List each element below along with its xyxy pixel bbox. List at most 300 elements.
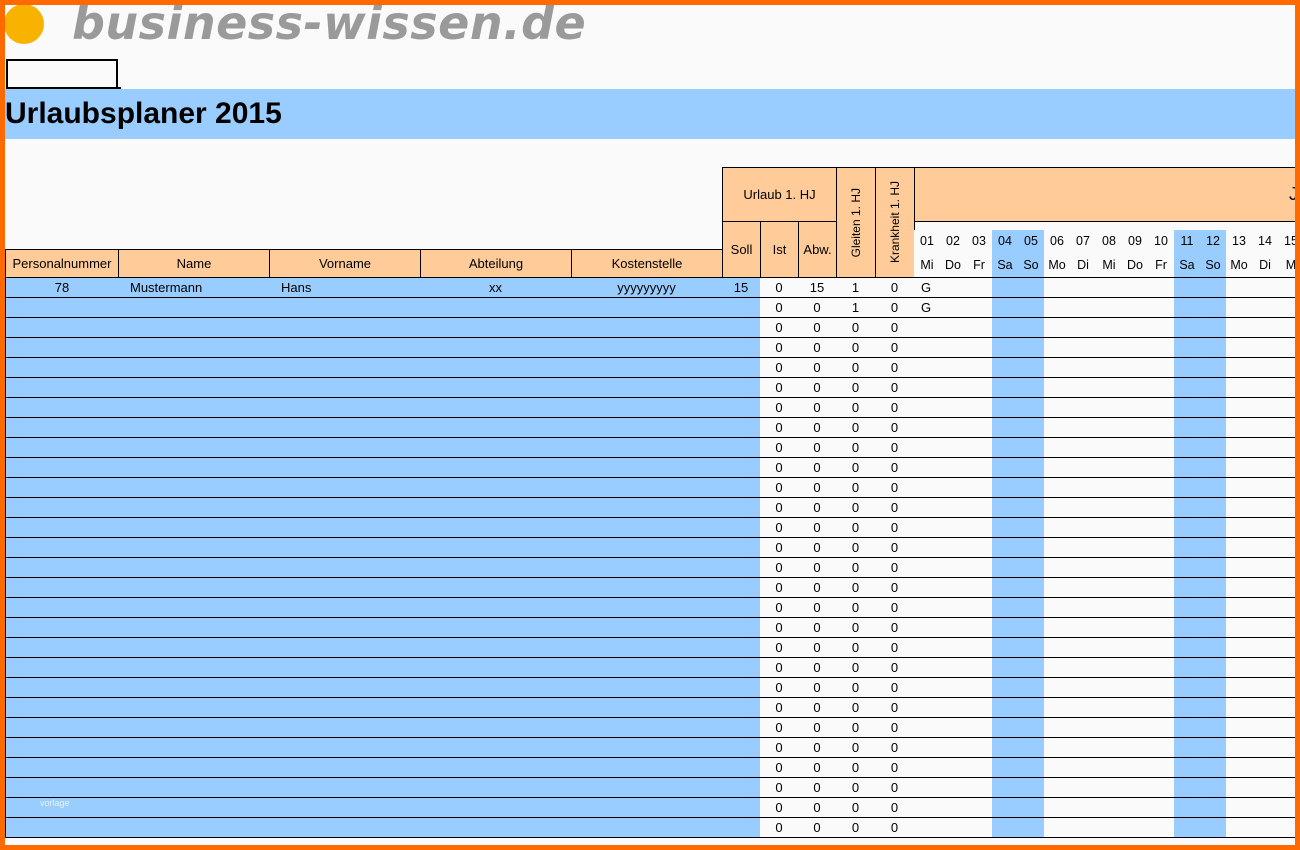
cell-day[interactable] — [966, 698, 993, 718]
cell-kostenstelle[interactable] — [571, 338, 723, 358]
cell-abw[interactable]: 0 — [798, 538, 837, 558]
cell-day[interactable] — [1278, 758, 1300, 778]
cell-day[interactable] — [1018, 438, 1045, 458]
cell-day[interactable] — [1174, 558, 1201, 578]
cell-day[interactable] — [1018, 498, 1045, 518]
cell-day[interactable] — [1148, 518, 1175, 538]
cell-day[interactable] — [1018, 718, 1045, 738]
cell-day[interactable] — [1122, 398, 1149, 418]
cell-day[interactable] — [1226, 458, 1253, 478]
cell-day[interactable] — [1018, 618, 1045, 638]
cell-day[interactable] — [992, 798, 1019, 818]
cell-day[interactable] — [1200, 738, 1227, 758]
cell-pnr[interactable] — [5, 358, 119, 378]
cell-day[interactable] — [1278, 598, 1300, 618]
cell-kostenstelle[interactable] — [571, 458, 723, 478]
cell-day[interactable] — [966, 758, 993, 778]
cell-day[interactable] — [1070, 358, 1097, 378]
cell-day[interactable] — [1070, 498, 1097, 518]
cell-soll[interactable] — [722, 718, 761, 738]
cell-day[interactable] — [1096, 438, 1123, 458]
cell-day[interactable] — [1252, 458, 1279, 478]
cell-day[interactable] — [966, 398, 993, 418]
cell-gleiten[interactable]: 0 — [836, 778, 876, 798]
cell-abteilung[interactable] — [420, 518, 572, 538]
cell-day[interactable] — [1200, 518, 1227, 538]
cell-kostenstelle[interactable] — [571, 558, 723, 578]
cell-day[interactable] — [1200, 558, 1227, 578]
cell-day[interactable] — [1200, 398, 1227, 418]
cell-abw[interactable]: 0 — [798, 698, 837, 718]
cell-day[interactable] — [914, 618, 941, 638]
cell-day[interactable] — [1200, 698, 1227, 718]
cell-day[interactable] — [1070, 738, 1097, 758]
cell-ist[interactable]: 0 — [760, 678, 799, 698]
cell-ist[interactable]: 0 — [760, 318, 799, 338]
cell-day[interactable] — [1096, 538, 1123, 558]
cell-gleiten[interactable]: 0 — [836, 698, 876, 718]
cell-abw[interactable]: 0 — [798, 398, 837, 418]
cell-day[interactable] — [1044, 798, 1071, 818]
cell-name[interactable] — [118, 798, 270, 818]
cell-day[interactable] — [1200, 778, 1227, 798]
cell-vorname[interactable] — [269, 698, 421, 718]
cell-day[interactable] — [992, 718, 1019, 738]
cell-abw[interactable]: 0 — [798, 578, 837, 598]
cell-abteilung[interactable] — [420, 378, 572, 398]
cell-pnr[interactable] — [5, 298, 119, 318]
cell-kostenstelle[interactable]: yyyyyyyyy — [571, 278, 723, 298]
cell-day[interactable] — [1226, 558, 1253, 578]
cell-day[interactable] — [914, 718, 941, 738]
cell-day[interactable] — [1148, 398, 1175, 418]
cell-day[interactable] — [1148, 298, 1175, 318]
cell-day[interactable] — [1096, 798, 1123, 818]
cell-ist[interactable]: 0 — [760, 298, 799, 318]
cell-day[interactable] — [1226, 478, 1253, 498]
cell-day[interactable] — [940, 418, 967, 438]
cell-day[interactable] — [1226, 378, 1253, 398]
cell-day[interactable] — [1070, 638, 1097, 658]
cell-day[interactable] — [1226, 618, 1253, 638]
cell-abw[interactable]: 0 — [798, 358, 837, 378]
cell-day[interactable] — [966, 358, 993, 378]
cell-name[interactable] — [118, 558, 270, 578]
cell-day[interactable] — [1278, 818, 1300, 838]
cell-day[interactable] — [1096, 738, 1123, 758]
cell-vorname[interactable] — [269, 778, 421, 798]
cell-gleiten[interactable]: 0 — [836, 618, 876, 638]
cell-day[interactable] — [1278, 358, 1300, 378]
cell-day[interactable] — [1200, 798, 1227, 818]
cell-kostenstelle[interactable] — [571, 718, 723, 738]
cell-gleiten[interactable]: 1 — [836, 298, 876, 318]
cell-day[interactable] — [1200, 638, 1227, 658]
cell-day[interactable] — [992, 458, 1019, 478]
cell-gleiten[interactable]: 0 — [836, 738, 876, 758]
cell-day[interactable] — [1174, 798, 1201, 818]
cell-day[interactable] — [914, 558, 941, 578]
cell-day[interactable] — [1044, 638, 1071, 658]
cell-vorname[interactable] — [269, 678, 421, 698]
cell-gleiten[interactable]: 0 — [836, 518, 876, 538]
cell-vorname[interactable] — [269, 638, 421, 658]
cell-day[interactable] — [1200, 818, 1227, 838]
cell-day[interactable] — [1148, 578, 1175, 598]
cell-day[interactable] — [992, 318, 1019, 338]
cell-krank[interactable]: 0 — [875, 778, 915, 798]
cell-day[interactable] — [1200, 758, 1227, 778]
cell-day[interactable] — [992, 578, 1019, 598]
cell-day[interactable] — [1018, 518, 1045, 538]
cell-day[interactable] — [1252, 418, 1279, 438]
cell-day[interactable] — [1174, 578, 1201, 598]
cell-abteilung[interactable] — [420, 738, 572, 758]
cell-day[interactable] — [1018, 818, 1045, 838]
cell-day[interactable] — [1148, 338, 1175, 358]
cell-day[interactable] — [914, 698, 941, 718]
cell-day[interactable] — [1226, 578, 1253, 598]
cell-day[interactable] — [1096, 578, 1123, 598]
cell-name[interactable] — [118, 738, 270, 758]
cell-soll[interactable] — [722, 358, 761, 378]
cell-kostenstelle[interactable] — [571, 398, 723, 418]
cell-day[interactable] — [1018, 738, 1045, 758]
cell-soll[interactable] — [722, 298, 761, 318]
cell-ist[interactable]: 0 — [760, 538, 799, 558]
cell-vorname[interactable] — [269, 718, 421, 738]
cell-day[interactable] — [940, 598, 967, 618]
cell-ist[interactable]: 0 — [760, 798, 799, 818]
cell-day[interactable] — [1226, 598, 1253, 618]
cell-abw[interactable]: 0 — [798, 498, 837, 518]
cell-krank[interactable]: 0 — [875, 438, 915, 458]
cell-day[interactable] — [966, 538, 993, 558]
cell-day[interactable] — [1148, 678, 1175, 698]
cell-day[interactable] — [1200, 418, 1227, 438]
cell-vorname[interactable] — [269, 598, 421, 618]
cell-day[interactable] — [966, 738, 993, 758]
cell-gleiten[interactable]: 0 — [836, 558, 876, 578]
cell-day[interactable] — [1018, 638, 1045, 658]
cell-kostenstelle[interactable] — [571, 498, 723, 518]
cell-day[interactable] — [1174, 338, 1201, 358]
cell-day[interactable] — [1122, 818, 1149, 838]
cell-kostenstelle[interactable] — [571, 298, 723, 318]
cell-day[interactable] — [1096, 818, 1123, 838]
cell-gleiten[interactable]: 0 — [836, 818, 876, 838]
cell-pnr[interactable] — [5, 558, 119, 578]
cell-krank[interactable]: 0 — [875, 718, 915, 738]
cell-krank[interactable]: 0 — [875, 278, 915, 298]
cell-day[interactable] — [1174, 378, 1201, 398]
cell-day[interactable] — [1122, 718, 1149, 738]
cell-soll[interactable] — [722, 578, 761, 598]
cell-day[interactable] — [1148, 798, 1175, 818]
cell-day[interactable] — [966, 558, 993, 578]
cell-day[interactable] — [1044, 618, 1071, 638]
cell-day[interactable] — [1226, 658, 1253, 678]
cell-day[interactable] — [1252, 598, 1279, 618]
cell-soll[interactable] — [722, 778, 761, 798]
cell-day[interactable] — [1174, 778, 1201, 798]
cell-abteilung[interactable] — [420, 798, 572, 818]
cell-day[interactable] — [1122, 298, 1149, 318]
cell-day[interactable] — [1044, 818, 1071, 838]
cell-day[interactable] — [1278, 698, 1300, 718]
cell-day[interactable] — [940, 578, 967, 598]
cell-vorname[interactable] — [269, 618, 421, 638]
selected-cell[interactable] — [6, 59, 118, 89]
cell-day[interactable] — [940, 658, 967, 678]
cell-day[interactable] — [940, 678, 967, 698]
cell-day[interactable] — [1096, 518, 1123, 538]
cell-gleiten[interactable]: 0 — [836, 598, 876, 618]
cell-day[interactable] — [1122, 778, 1149, 798]
cell-day[interactable] — [1070, 478, 1097, 498]
cell-soll[interactable] — [722, 378, 761, 398]
cell-ist[interactable]: 0 — [760, 818, 799, 838]
cell-day[interactable] — [1174, 758, 1201, 778]
cell-day[interactable] — [1174, 318, 1201, 338]
cell-day[interactable] — [1174, 658, 1201, 678]
cell-day[interactable] — [1018, 338, 1045, 358]
cell-day[interactable] — [1096, 718, 1123, 738]
cell-day[interactable] — [1226, 278, 1253, 298]
cell-day[interactable] — [1122, 698, 1149, 718]
cell-day[interactable] — [1044, 698, 1071, 718]
cell-day[interactable] — [1122, 558, 1149, 578]
cell-pnr[interactable] — [5, 678, 119, 698]
cell-day[interactable] — [1226, 678, 1253, 698]
cell-kostenstelle[interactable] — [571, 798, 723, 818]
cell-day[interactable] — [1226, 518, 1253, 538]
cell-day[interactable] — [1278, 718, 1300, 738]
cell-day[interactable] — [1070, 678, 1097, 698]
cell-pnr[interactable] — [5, 518, 119, 538]
cell-day[interactable] — [1174, 298, 1201, 318]
cell-krank[interactable]: 0 — [875, 578, 915, 598]
cell-day[interactable]: G — [914, 298, 941, 318]
cell-krank[interactable]: 0 — [875, 738, 915, 758]
cell-abw[interactable]: 0 — [798, 298, 837, 318]
cell-day[interactable] — [1252, 318, 1279, 338]
cell-abteilung[interactable] — [420, 658, 572, 678]
cell-day[interactable] — [1174, 738, 1201, 758]
cell-day[interactable] — [1096, 698, 1123, 718]
cell-krank[interactable]: 0 — [875, 518, 915, 538]
cell-day[interactable] — [1226, 638, 1253, 658]
cell-name[interactable] — [118, 758, 270, 778]
cell-soll[interactable] — [722, 498, 761, 518]
cell-ist[interactable]: 0 — [760, 698, 799, 718]
cell-name[interactable] — [118, 678, 270, 698]
cell-day[interactable] — [914, 598, 941, 618]
cell-day[interactable] — [1148, 718, 1175, 738]
cell-ist[interactable]: 0 — [760, 438, 799, 458]
cell-pnr[interactable] — [5, 778, 119, 798]
cell-day[interactable] — [1018, 358, 1045, 378]
cell-day[interactable] — [1148, 818, 1175, 838]
cell-day[interactable] — [1070, 438, 1097, 458]
cell-day[interactable] — [1278, 378, 1300, 398]
cell-krank[interactable]: 0 — [875, 798, 915, 818]
cell-kostenstelle[interactable] — [571, 478, 723, 498]
cell-day[interactable] — [1278, 518, 1300, 538]
cell-day[interactable] — [1252, 638, 1279, 658]
cell-day[interactable] — [1148, 598, 1175, 618]
cell-day[interactable] — [1122, 538, 1149, 558]
cell-day[interactable] — [940, 338, 967, 358]
cell-krank[interactable]: 0 — [875, 358, 915, 378]
cell-day[interactable] — [1044, 678, 1071, 698]
cell-day[interactable] — [940, 458, 967, 478]
cell-vorname[interactable] — [269, 798, 421, 818]
cell-vorname[interactable] — [269, 398, 421, 418]
cell-day[interactable] — [914, 518, 941, 538]
cell-soll[interactable] — [722, 458, 761, 478]
cell-day[interactable] — [1122, 758, 1149, 778]
cell-day[interactable] — [1200, 578, 1227, 598]
cell-kostenstelle[interactable] — [571, 618, 723, 638]
cell-day[interactable] — [1252, 738, 1279, 758]
cell-day[interactable] — [966, 438, 993, 458]
cell-day[interactable] — [966, 518, 993, 538]
cell-day[interactable] — [1278, 658, 1300, 678]
cell-day[interactable] — [1096, 598, 1123, 618]
cell-day[interactable] — [966, 678, 993, 698]
cell-pnr[interactable]: 78 — [5, 278, 119, 298]
cell-day[interactable] — [940, 398, 967, 418]
cell-krank[interactable]: 0 — [875, 498, 915, 518]
cell-day[interactable] — [1044, 498, 1071, 518]
cell-soll[interactable] — [722, 598, 761, 618]
cell-day[interactable] — [1278, 438, 1300, 458]
cell-abteilung[interactable] — [420, 698, 572, 718]
cell-day[interactable] — [1148, 778, 1175, 798]
cell-day[interactable] — [940, 538, 967, 558]
cell-krank[interactable]: 0 — [875, 558, 915, 578]
cell-day[interactable] — [1122, 798, 1149, 818]
cell-abw[interactable]: 0 — [798, 438, 837, 458]
cell-day[interactable] — [1018, 698, 1045, 718]
cell-day[interactable] — [1200, 538, 1227, 558]
cell-day[interactable] — [992, 638, 1019, 658]
cell-day[interactable] — [1096, 658, 1123, 678]
cell-ist[interactable]: 0 — [760, 398, 799, 418]
cell-day[interactable] — [1070, 278, 1097, 298]
cell-abw[interactable]: 0 — [798, 478, 837, 498]
cell-day[interactable] — [1278, 618, 1300, 638]
cell-vorname[interactable] — [269, 438, 421, 458]
cell-soll[interactable] — [722, 678, 761, 698]
cell-abteilung[interactable] — [420, 678, 572, 698]
cell-day[interactable] — [1044, 578, 1071, 598]
cell-day[interactable] — [1252, 698, 1279, 718]
cell-abteilung[interactable] — [420, 418, 572, 438]
cell-name[interactable] — [118, 478, 270, 498]
cell-day[interactable] — [1122, 418, 1149, 438]
cell-pnr[interactable] — [5, 438, 119, 458]
cell-day[interactable] — [940, 798, 967, 818]
cell-day[interactable] — [1226, 298, 1253, 318]
cell-day[interactable] — [914, 798, 941, 818]
cell-day[interactable] — [1096, 298, 1123, 318]
cell-day[interactable] — [940, 758, 967, 778]
cell-name[interactable]: Mustermann — [118, 278, 270, 298]
cell-name[interactable] — [118, 618, 270, 638]
cell-ist[interactable]: 0 — [760, 498, 799, 518]
cell-day[interactable] — [1226, 698, 1253, 718]
cell-day[interactable] — [966, 478, 993, 498]
cell-day[interactable] — [1096, 478, 1123, 498]
cell-name[interactable] — [118, 638, 270, 658]
cell-day[interactable] — [1174, 398, 1201, 418]
cell-day[interactable] — [1252, 778, 1279, 798]
cell-gleiten[interactable]: 0 — [836, 578, 876, 598]
cell-ist[interactable]: 0 — [760, 718, 799, 738]
cell-gleiten[interactable]: 0 — [836, 658, 876, 678]
cell-day[interactable] — [1096, 778, 1123, 798]
cell-day[interactable] — [1252, 618, 1279, 638]
cell-ist[interactable]: 0 — [760, 278, 799, 298]
cell-abteilung[interactable] — [420, 358, 572, 378]
cell-day[interactable] — [1070, 558, 1097, 578]
cell-day[interactable] — [1044, 778, 1071, 798]
cell-day[interactable] — [1252, 518, 1279, 538]
cell-day[interactable] — [1070, 518, 1097, 538]
cell-day[interactable] — [966, 778, 993, 798]
cell-day[interactable] — [1070, 458, 1097, 478]
cell-day[interactable] — [1044, 378, 1071, 398]
cell-day[interactable] — [1070, 818, 1097, 838]
cell-day[interactable] — [914, 418, 941, 438]
cell-abteilung[interactable] — [420, 778, 572, 798]
cell-day[interactable] — [1174, 278, 1201, 298]
cell-kostenstelle[interactable] — [571, 358, 723, 378]
cell-day[interactable] — [966, 418, 993, 438]
cell-day[interactable] — [1252, 798, 1279, 818]
cell-day[interactable] — [992, 338, 1019, 358]
cell-pnr[interactable] — [5, 498, 119, 518]
cell-name[interactable] — [118, 298, 270, 318]
cell-krank[interactable]: 0 — [875, 698, 915, 718]
cell-day[interactable] — [1252, 298, 1279, 318]
cell-kostenstelle[interactable] — [571, 518, 723, 538]
cell-day[interactable] — [1044, 278, 1071, 298]
cell-day[interactable] — [1226, 358, 1253, 378]
cell-pnr[interactable] — [5, 538, 119, 558]
cell-day[interactable] — [1174, 638, 1201, 658]
cell-day[interactable] — [1174, 698, 1201, 718]
cell-day[interactable] — [1122, 618, 1149, 638]
cell-day[interactable] — [940, 518, 967, 538]
cell-day[interactable] — [914, 758, 941, 778]
cell-day[interactable] — [1174, 718, 1201, 738]
cell-abteilung[interactable] — [420, 618, 572, 638]
cell-day[interactable] — [1252, 578, 1279, 598]
cell-day[interactable] — [1278, 798, 1300, 818]
cell-day[interactable] — [1122, 658, 1149, 678]
cell-name[interactable] — [118, 438, 270, 458]
cell-day[interactable] — [1018, 758, 1045, 778]
cell-ist[interactable]: 0 — [760, 358, 799, 378]
cell-day[interactable] — [1122, 458, 1149, 478]
cell-kostenstelle[interactable] — [571, 778, 723, 798]
cell-name[interactable] — [118, 718, 270, 738]
cell-pnr[interactable] — [5, 418, 119, 438]
cell-day[interactable] — [1070, 418, 1097, 438]
